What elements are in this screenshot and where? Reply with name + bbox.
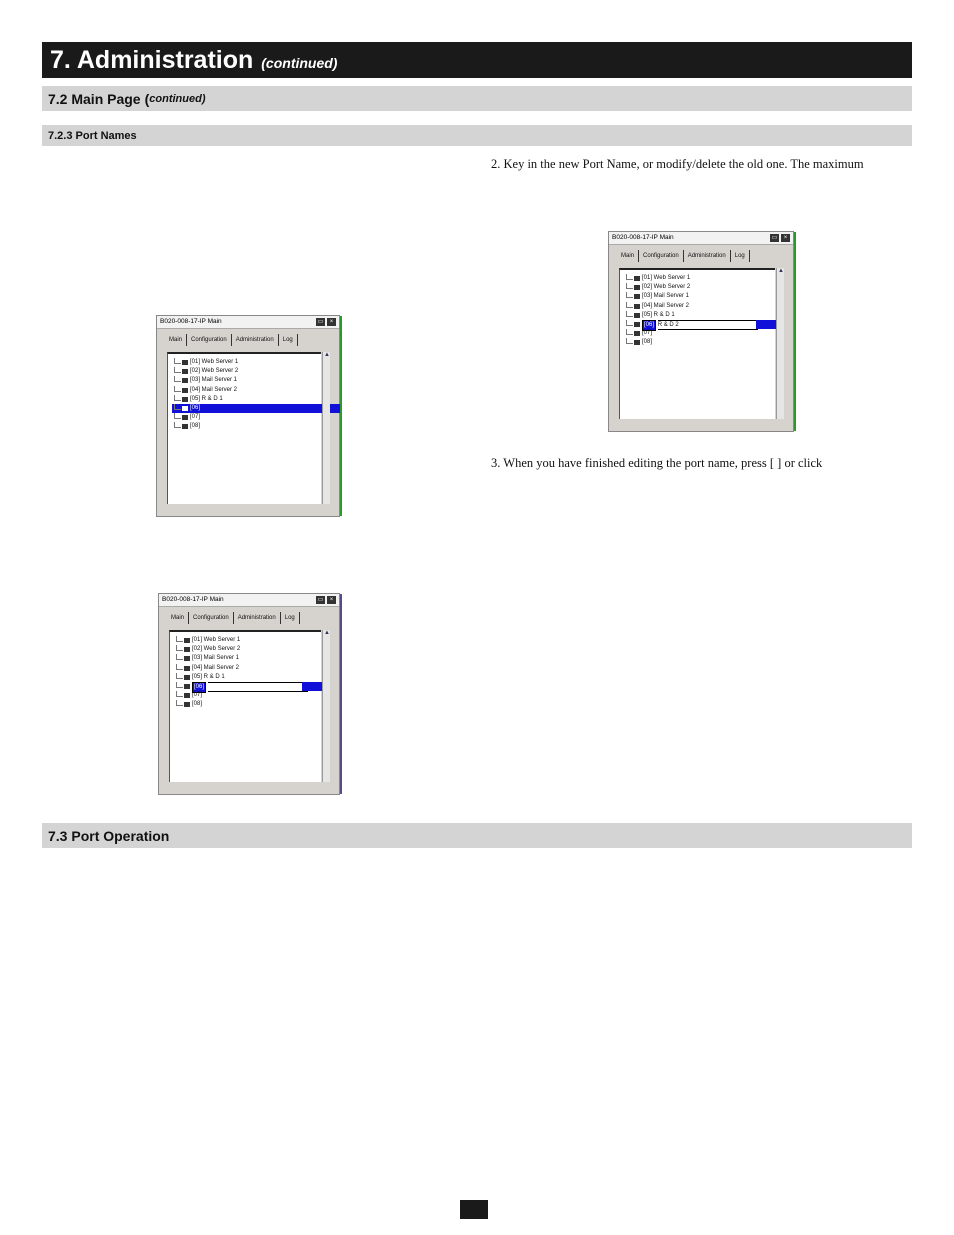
tab-main[interactable]: Main	[617, 250, 639, 262]
port-icon	[182, 388, 188, 393]
port-name-input-value[interactable]: R & D 2	[657, 321, 679, 328]
port-icon	[182, 397, 188, 402]
minimize-icon[interactable]: ▭	[771, 235, 778, 241]
port-row[interactable]: [02] Web Server 2	[624, 283, 690, 292]
port-icon	[634, 276, 640, 281]
section-port-operation-title: 7.3 Port Operation	[48, 827, 170, 844]
window-titlebar	[157, 316, 339, 329]
minimize-icon[interactable]: ▭	[317, 597, 324, 603]
port-icon	[634, 340, 640, 345]
section-main-page	[42, 86, 912, 111]
step-2-text: 2. Key in the new Port Name, or modify/delete the old one. The maximum	[491, 157, 864, 171]
tab-configuration[interactable]: Configuration	[639, 250, 684, 262]
port-row[interactable]: [02] Web Server 2	[174, 645, 240, 654]
port-row[interactable]: [07]	[174, 691, 240, 700]
tab-main[interactable]: Main	[165, 334, 187, 346]
close-icon[interactable]: ×	[781, 234, 790, 242]
window-titlebar	[609, 232, 793, 245]
port-list-window-editing	[158, 593, 340, 795]
window-titlebar	[159, 594, 339, 607]
port-row[interactable]: [04] Mail Server 2	[624, 302, 690, 311]
port-row[interactable]: [03] Mail Server 1	[174, 654, 240, 663]
port-name-edit-label: [06]	[642, 320, 656, 331]
scroll-up-icon[interactable]: ▲	[324, 630, 330, 636]
port-icon	[182, 415, 188, 420]
chapter-subtitle: (continued)	[261, 55, 338, 71]
port-row[interactable]: [02] Web Server 2	[172, 367, 340, 376]
chapter-header	[42, 42, 912, 78]
scroll-up-icon[interactable]: ▲	[324, 352, 330, 358]
port-row[interactable]: [01] Web Server 1	[172, 358, 340, 367]
scrollbar[interactable]	[322, 352, 330, 504]
window-title: B020-008-17-IP Main	[162, 596, 224, 603]
port-row-editing[interactable]	[174, 682, 240, 691]
port-row-selected[interactable]: [06]	[172, 404, 340, 413]
port-row[interactable]: [03] Mail Server 1	[172, 376, 340, 385]
window-edge	[340, 316, 342, 516]
port-icon	[184, 684, 190, 689]
port-icon	[184, 647, 190, 652]
edit-field-highlight	[756, 320, 776, 329]
tab-main[interactable]: Main	[167, 612, 189, 624]
step-3-text: 3. When you have finished editing the port name, press [ ] or click	[491, 456, 823, 470]
port-row[interactable]: [08]	[174, 700, 240, 709]
port-tree	[624, 274, 690, 348]
window-title: B020-008-17-IP Main	[160, 318, 222, 325]
port-row[interactable]: [04] Mail Server 2	[172, 386, 340, 395]
port-icon	[184, 675, 190, 680]
window-title: B020-008-17-IP Main	[612, 234, 674, 241]
window-edge	[340, 594, 342, 794]
port-icon	[184, 693, 190, 698]
port-row[interactable]: [05] R & D 1	[172, 395, 340, 404]
port-list-window-selected	[156, 315, 340, 517]
scrollbar[interactable]	[322, 630, 330, 782]
scrollbar[interactable]	[776, 268, 784, 419]
port-row[interactable]: [04] Mail Server 2	[174, 664, 240, 673]
port-row[interactable]: [01] Web Server 1	[174, 636, 240, 645]
port-icon	[634, 313, 640, 318]
port-icon	[182, 424, 188, 429]
port-row[interactable]: [05] R & D 1	[174, 673, 240, 682]
subsection-title: 7.2.3 Port Names	[48, 129, 137, 142]
port-icon	[184, 702, 190, 707]
port-icon	[182, 369, 188, 374]
port-tree	[172, 358, 340, 432]
tab-log[interactable]: Log	[279, 334, 298, 346]
port-row[interactable]: [05] R & D 1	[624, 311, 690, 320]
port-name-edit-label: [06]	[192, 682, 206, 693]
port-row[interactable]: [08]	[624, 338, 690, 347]
port-icon	[634, 285, 640, 290]
page-number-box	[460, 1200, 488, 1219]
chapter-title: 7. Administration	[50, 45, 254, 74]
tab-administration[interactable]: Administration	[232, 334, 279, 346]
tab-administration[interactable]: Administration	[234, 612, 281, 624]
port-icon	[184, 666, 190, 671]
close-icon[interactable]: ×	[327, 318, 336, 326]
tab-log[interactable]: Log	[281, 612, 300, 624]
port-icon	[184, 656, 190, 661]
tab-configuration[interactable]: Configuration	[187, 334, 232, 346]
edit-field-highlight	[302, 682, 322, 691]
port-row[interactable]: [01] Web Server 1	[624, 274, 690, 283]
window-tabs	[165, 334, 298, 346]
port-icon	[182, 406, 188, 411]
window-edge	[794, 232, 796, 431]
port-tree	[174, 636, 240, 710]
section-main-paren: (	[144, 90, 150, 107]
port-row[interactable]: [07]	[172, 413, 340, 422]
section-port-operation	[42, 823, 912, 848]
port-list-window-named	[608, 231, 794, 432]
window-tabs	[617, 250, 750, 262]
tab-administration[interactable]: Administration	[684, 250, 731, 262]
port-icon	[182, 360, 188, 365]
port-row-renamed[interactable]	[624, 320, 690, 329]
minimize-icon[interactable]: ▭	[317, 319, 324, 325]
port-row[interactable]: [07]	[624, 329, 690, 338]
window-tabs	[167, 612, 300, 624]
port-icon	[634, 331, 640, 336]
port-row[interactable]: [08]	[172, 422, 340, 431]
section-main-title: 7.2 Main Page	[48, 90, 141, 107]
port-tree-panel	[167, 352, 321, 504]
port-icon	[182, 378, 188, 383]
port-icon	[634, 294, 640, 299]
port-tree-panel	[169, 630, 321, 782]
subsection-port-names	[42, 125, 912, 146]
scroll-up-icon[interactable]: ▲	[778, 268, 784, 274]
tab-log[interactable]: Log	[731, 250, 750, 262]
port-tree-panel	[619, 268, 775, 419]
port-icon	[634, 304, 640, 309]
section-main-continued: continued)	[149, 92, 206, 105]
port-icon	[634, 322, 640, 327]
tab-configuration[interactable]: Configuration	[189, 612, 234, 624]
port-icon	[184, 638, 190, 643]
close-icon[interactable]: ×	[327, 596, 336, 604]
port-row[interactable]: [03] Mail Server 1	[624, 292, 690, 301]
